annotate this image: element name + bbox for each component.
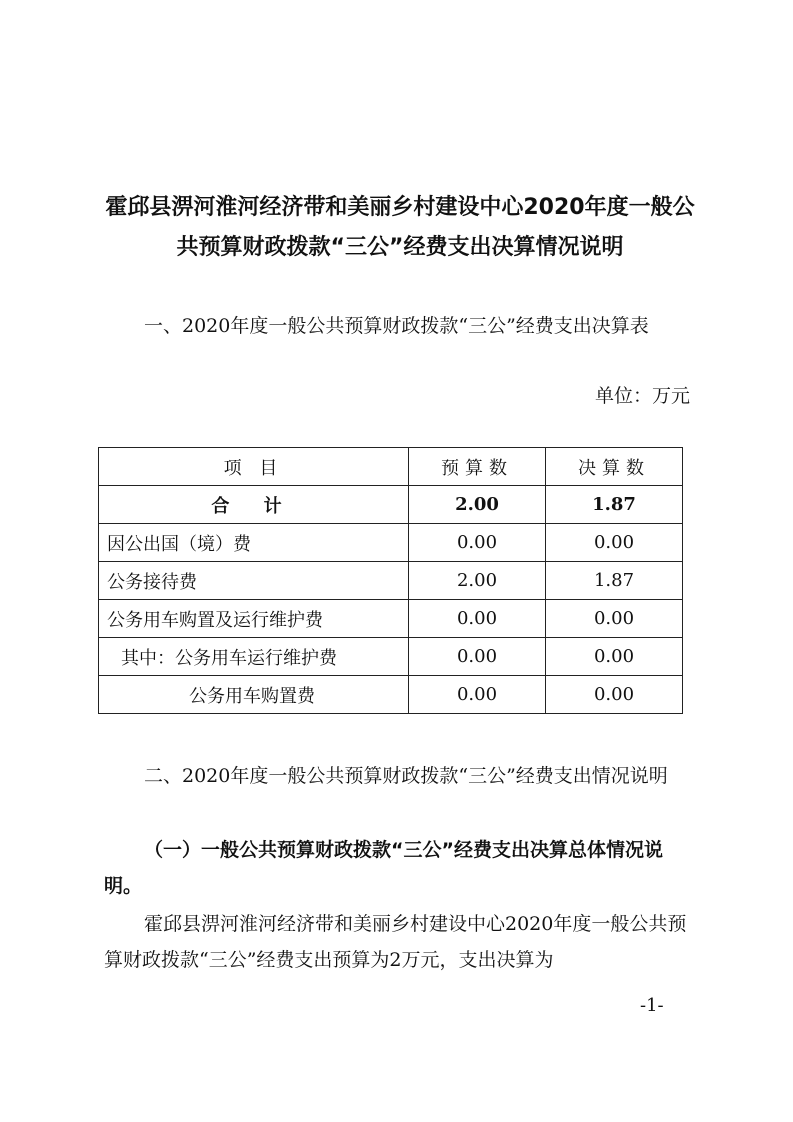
unit-label: 单位：万元 xyxy=(594,385,690,407)
document-title: 霍邱县淠河淮河经济带和美丽乡村建设中心2020年度一般公共预算财政拨款“三公”经费支出决算情况说明 xyxy=(105,195,695,260)
section1-heading: 一、2020年度一般公共预算财政拨款“三公”经费支出决算表 xyxy=(144,315,649,337)
table-row xyxy=(99,600,683,638)
row-label: 公务用车购置费 xyxy=(99,676,409,714)
row-budget: 0.00 xyxy=(409,638,546,676)
header-item: 项 目 xyxy=(99,448,409,486)
row-budget: 0.00 xyxy=(409,524,546,562)
total-label: 合 计 xyxy=(99,486,409,524)
row-label: 因公出国（境）费 xyxy=(99,524,409,562)
row-label: 公务用车购置及运行维护费 xyxy=(99,600,409,638)
row-actual: 0.00 xyxy=(546,676,683,714)
row-actual: 0.00 xyxy=(546,638,683,676)
row-label: 公务接待费 xyxy=(99,562,409,600)
page-number: -1- xyxy=(640,995,664,1016)
row-budget: 0.00 xyxy=(409,600,546,638)
body-paragraph: 霍邱县淠河淮河经济带和美丽乡村建设中心2020年度一般公共预算财政拨款“三公”经费支出预算为2万元，支出决算为 xyxy=(104,913,687,971)
table-row xyxy=(99,676,683,714)
row-budget: 0.00 xyxy=(409,676,546,714)
table-row xyxy=(99,562,683,600)
row-actual: 1.87 xyxy=(546,562,683,600)
table-header-row xyxy=(99,448,683,486)
total-budget: 2.00 xyxy=(409,486,546,524)
row-budget: 2.00 xyxy=(409,562,546,600)
total-actual: 1.87 xyxy=(546,486,683,524)
section2-heading: 二、2020年度一般公共预算财政拨款“三公”经费支出情况说明 xyxy=(144,765,668,787)
subsection1-heading: （一）一般公共预算财政拨款“三公”经费支出决算总体情况说明。 xyxy=(104,839,663,897)
table-row xyxy=(99,524,683,562)
row-actual: 0.00 xyxy=(546,600,683,638)
table-row xyxy=(99,638,683,676)
header-actual: 决算数 xyxy=(546,448,683,486)
row-label: 其中：公务用车运行维护费 xyxy=(99,638,409,676)
row-actual: 0.00 xyxy=(546,524,683,562)
three-public-expenses-table xyxy=(98,447,683,714)
table-total-row xyxy=(99,486,683,524)
header-budget: 预算数 xyxy=(409,448,546,486)
